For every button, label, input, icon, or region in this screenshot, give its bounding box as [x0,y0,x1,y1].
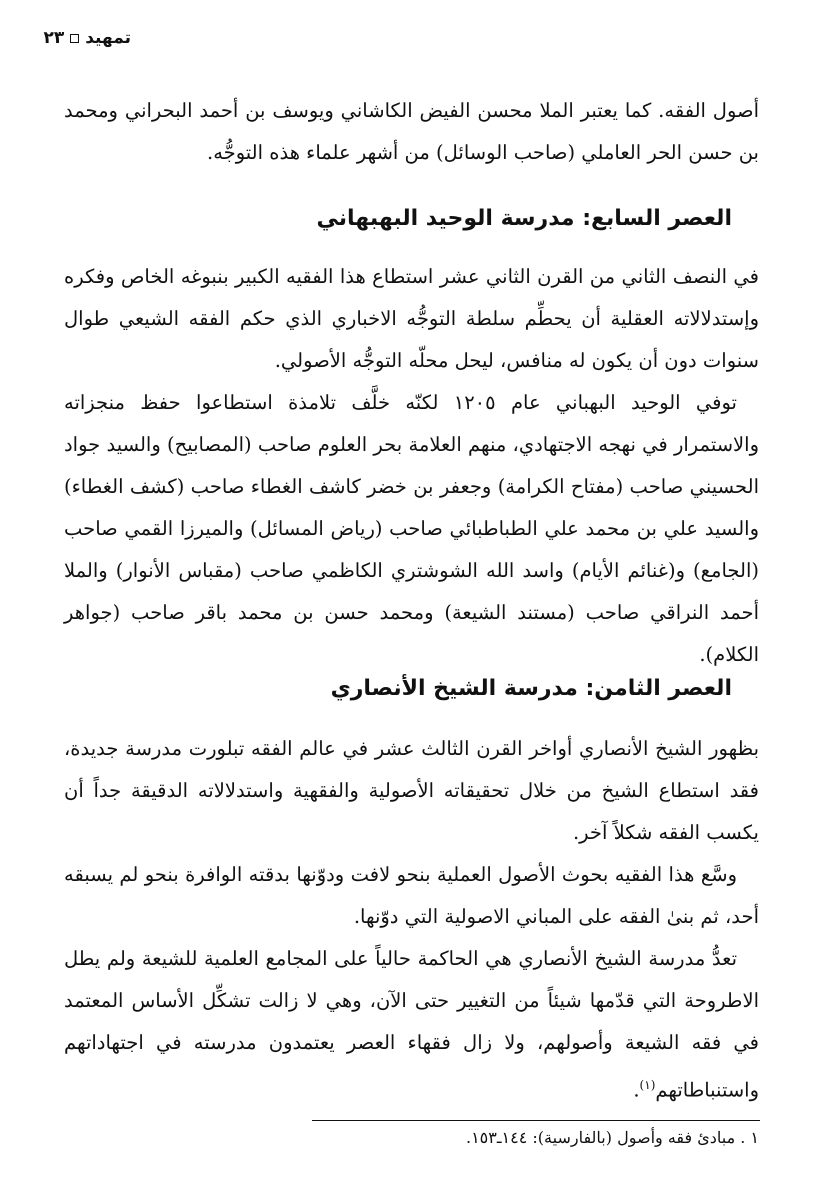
section-heading-7: العصر السابع: مدرسة الوحيد البهبهاني [316,206,732,231]
page-number: ٢٣ [43,28,65,48]
paragraph: تعدُّ مدرسة الشيخ الأنصاري هي الحاكمة حالياً على المجامع العلمية للشيعة ولم يطل الاطروحة التي قدّمها شيئاً من التغيير حتى الآن، وهي لا زالت تشكِّل الأساس المعتمد في فقه الشيعة وأصولهم، ولا زال فقهاء العصر يعتمدون مدرسته في اجتهاداتهم واستنباطاتهم$^{(١)}$. [64,947,759,1102]
section-7-body [64,256,759,676]
continuation-block [64,90,759,174]
footnote: ١ . مبادئ فقه وأصول (بالفارسية): ١٤٤ـ١٥٣. [465,1128,759,1147]
footnote-reference: (١) [639,1078,656,1092]
section-8-body [64,728,759,1112]
footnote-divider [312,1120,760,1121]
paragraph: وسَّع هذا الفقيه بحوث الأصول العملية بنحو لافت ودوّنها بدقته الوافرة بنحو لم يسبقه أحد، ثم بنىٰ الفقه على المباني الاصولية التي دوّنها. [64,863,759,928]
square-separator-icon [70,34,79,43]
paragraph: بظهور الشيخ الأنصاري أواخر القرن الثالث عشر في عالم الفقه تبلورت مدرسة جديدة، فقد استطاع الشيخ من خلال تحقيقاته الأصولية والفقهية واستدلالاته الدقيقة جداً أن يكسب الفقه شكلاً آخر. [64,737,759,844]
paragraph: توفي الوحيد البهباني عام ١٢٠٥ لكنّه خلَّف تلامذة استطاعوا حفظ منجزاته والاستمرار في نهجه الاجتهادي، منهم العلامة بحر العلوم صاحب (المصابيح) والسيد جواد الحسيني صاحب (مفتاح الكرامة) وجعفر بن خضر كاشف الغطاء صاحب (كشف الغطاء) والسيد علي بن محمد علي الطباطبائي صاحب (رياض المسائل) والميرزا القمي صاحب (الجامع) و(غنائم الأيام) واسد الله الشوشتري الكاظمي صاحب (مقباس الأنوار) والملا أحمد النراقي صاحب (مستند الشيعة) ومحمد حسن بن محمد باقر صاحب (جواهر الكلام). [64,391,759,666]
paragraph: في النصف الثاني من القرن الثاني عشر استطاع هذا الفقيه الكبير بنبوغه الخاص وفكره وإستدلالاته العقلية أن يحطِّم سلطة التوجُّه الاخباري الذي حكم الفقه الشيعي طوال سنوات دون أن يكون له منافس، ليحل محلّه التوجُّه الأصولي. [64,265,759,372]
paragraph: أصول الفقه. كما يعتبر الملا محسن الفيض الكاشاني ويوسف بن أحمد البحراني ومحمد بن حسن الحر العاملي (صاحب الوسائل) من أشهر علماء هذه التوجُّه. [64,99,759,164]
paragraph-text: تعدُّ مدرسة الشيخ الأنصاري هي الحاكمة حالياً على المجامع العلمية للشيعة ولم يطل الاطروحة التي قدّمها شيئاً من التغيير حتى الآن، وهي لا زالت تشكِّل الأساس المعتمد في فقه الشيعة وأصولهم، ولا زال فقهاء العصر يعتمدون مدرسته في اجتهاداتهم واستنباطاتهم [64,947,759,1102]
running-head [43,28,131,48]
section-title: تمهيد [85,28,131,48]
section-heading-8: العصر الثامن: مدرسة الشيخ الأنصاري [330,676,732,701]
